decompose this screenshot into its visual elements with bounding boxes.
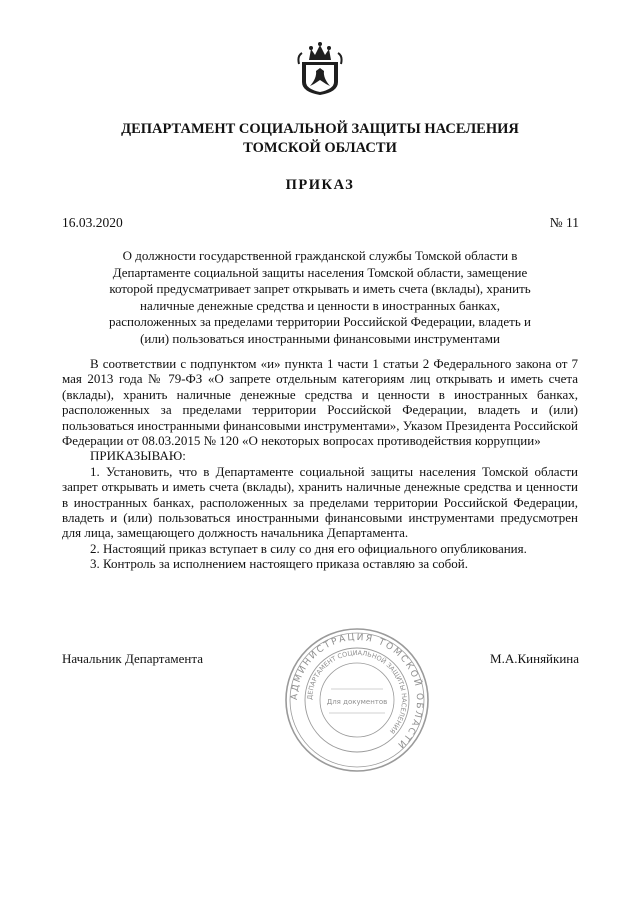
order-item-3: 3. Контроль за исполнением настоящего приказа оставляю за собой. [90, 556, 468, 572]
stamp-center-text: Для документов [326, 698, 388, 706]
order-item-1: 1. Установить, что в Департаменте социальной защиты населения Томской области запрет открывать и иметь счета (вклады), хранить наличные денежные средства и ценности в иностранных банках, расположенных за пределами территории Российской Федерации, владеть и (или) пользоваться иностранными финансовыми инструментами предусмотрен для лица, замещающего должность начальника Департамента. [62, 463, 578, 541]
subject-line: (или) пользоваться иностранными финансовыми инструментами [140, 330, 500, 346]
subject-line: Департаменте социальной защиты населения Томской области, замещение [112, 264, 528, 280]
document-subject [95, 248, 545, 348]
signatory-name: М.А.Киняйкина [490, 651, 579, 666]
organization-name [0, 120, 640, 158]
official-round-stamp-icon [283, 627, 431, 773]
stamp-outer-text: АДМИНИСТРАЦИЯ ТОМСКОЙ ОБЛАСТИ [289, 632, 425, 751]
stamp-inner-text: ДЕПАРТАМЕНТ СОЦИАЛЬНОЙ ЗАЩИТЫ НАСЕЛЕНИЯ [305, 648, 409, 736]
order-word: ПРИКАЗЫВАЮ: [90, 448, 186, 464]
subject-line: которой предусматривает запрет открывать и иметь счета (вклады), хранить [109, 281, 531, 297]
signatory-title: Начальник Департамента [62, 651, 203, 666]
org-line-2: ТОМСКОЙ ОБЛАСТИ [243, 140, 397, 156]
document-date: 16.03.2020 [62, 215, 123, 230]
subject-line: О должности государственной гражданской службы Томской области в [122, 248, 518, 263]
org-line-1: ДЕПАРТАМЕНТ СОЦИАЛЬНОЙ ЗАЩИТЫ НАСЕЛЕНИЯ [121, 121, 519, 137]
subject-line: расположенных за пределами территории Российской Федерации, владеть и [109, 314, 531, 330]
order-item-2: 2. Настоящий приказ вступает в силу со дня его официального опубликования. [90, 540, 527, 556]
document-number: № 11 [549, 215, 579, 230]
subject-line: наличные денежные средства и ценности в иностранных банках, [140, 297, 500, 313]
tomsk-coat-of-arms-icon [297, 40, 343, 96]
document-body [62, 356, 578, 572]
document-type: ПРИКАЗ [285, 177, 355, 193]
preamble-paragraph: В соответствии с подпунктом «и» пункта 1 части 1 статьи 2 Федерального закона от 7 мая 2013 года № 79-ФЗ «О запрете отдельным категориям лиц открывать и иметь счета (вклады), хранить наличные денежные средства и ценности в иностранных банках, расположенных за пределами территории Российской Федерации, владеть и (или) пользоваться иностранными финансовыми инструментами», Указом Президента Российской Федерации от 08.03.2015 № 120 «О некоторых вопросах противодействия коррупции» [62, 356, 578, 449]
